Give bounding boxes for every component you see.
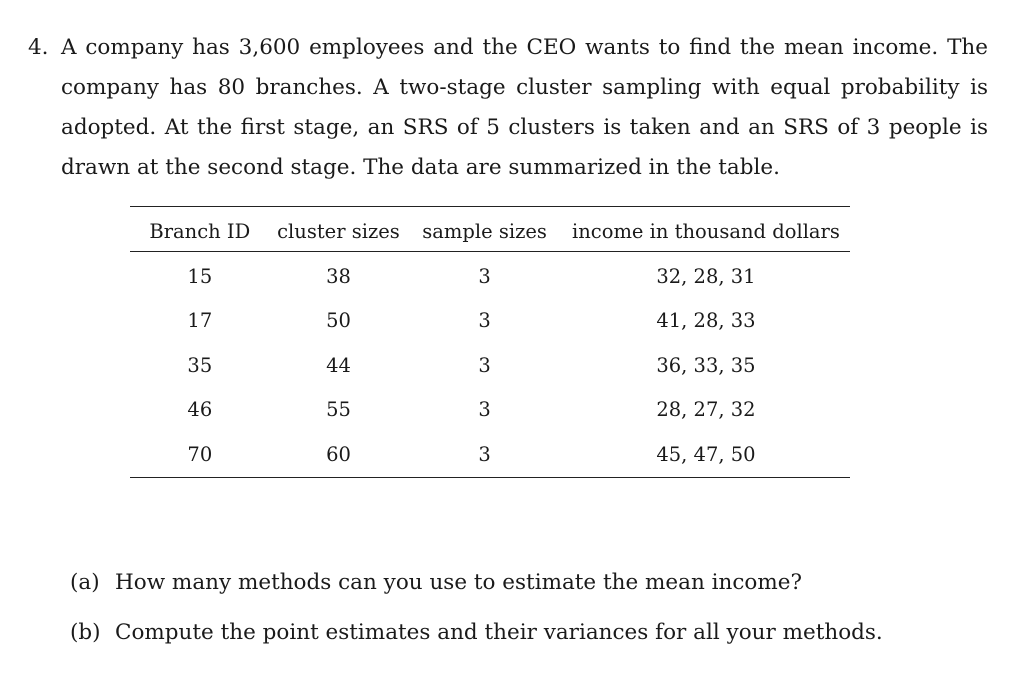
- problem-text-line: company has 80 branches. A two-stage cluster sampling with equal probability is: [61, 75, 988, 100]
- table-row: [130, 252, 850, 299]
- header-sample-sizes: sample sizes: [422, 219, 547, 243]
- table-row: [130, 432, 850, 477]
- problem-number: 4.: [28, 35, 49, 60]
- sample-size-cell: 3: [478, 442, 491, 466]
- questions: [70, 558, 883, 658]
- header-income: income in thousand dollars: [571, 219, 840, 243]
- sample-size-cell: 3: [478, 309, 491, 333]
- question-text: How many methods can you use to estimate the mean income?: [115, 570, 802, 595]
- data-table: [130, 206, 850, 478]
- table-row: [130, 299, 850, 344]
- income-cell: 28, 27, 32: [656, 398, 756, 422]
- question-label: (a): [70, 570, 100, 595]
- branch-id-cell: 46: [187, 398, 213, 422]
- cluster-size-cell: 60: [326, 442, 351, 466]
- branch-id-cell: 17: [187, 309, 213, 333]
- branch-id-cell: 35: [187, 353, 213, 377]
- question-text: Compute the point estimates and their variances for all your methods.: [115, 620, 883, 645]
- cluster-size-cell: 38: [326, 264, 351, 288]
- question-a: [70, 558, 883, 608]
- table-row: [130, 343, 850, 388]
- question-label: (b): [70, 620, 101, 645]
- header-branch-id: Branch ID: [149, 219, 251, 243]
- problem-text-line: A company has 3,600 employees and the CEO wants to find the mean income. The: [61, 35, 988, 60]
- table-row: [130, 388, 850, 433]
- sample-size-cell: 3: [478, 398, 491, 422]
- income-cell: 41, 28, 33: [656, 309, 756, 333]
- sample-size-cell: 3: [478, 264, 491, 288]
- header-cluster-sizes: cluster sizes: [277, 219, 400, 243]
- income-cell: 36, 33, 35: [656, 353, 756, 377]
- table-header-row: [130, 207, 850, 252]
- cluster-size-cell: 55: [326, 398, 351, 422]
- branch-id-cell: 15: [187, 264, 213, 288]
- question-b: [70, 608, 883, 658]
- problem-statement: [28, 28, 988, 188]
- income-cell: 45, 47, 50: [656, 442, 756, 466]
- problem-text-line: drawn at the second stage. The data are summarized in the table.: [61, 155, 780, 180]
- problem-line-1: [28, 28, 988, 68]
- sample-size-cell: 3: [478, 353, 491, 377]
- branch-id-cell: 70: [187, 442, 213, 466]
- income-cell: 32, 28, 31: [656, 264, 756, 288]
- cluster-size-cell: 44: [326, 353, 351, 377]
- cluster-size-cell: 50: [326, 309, 351, 333]
- problem-text-line: adopted. At the first stage, an SRS of 5 clusters is taken and an SRS of 3 people is: [61, 115, 988, 140]
